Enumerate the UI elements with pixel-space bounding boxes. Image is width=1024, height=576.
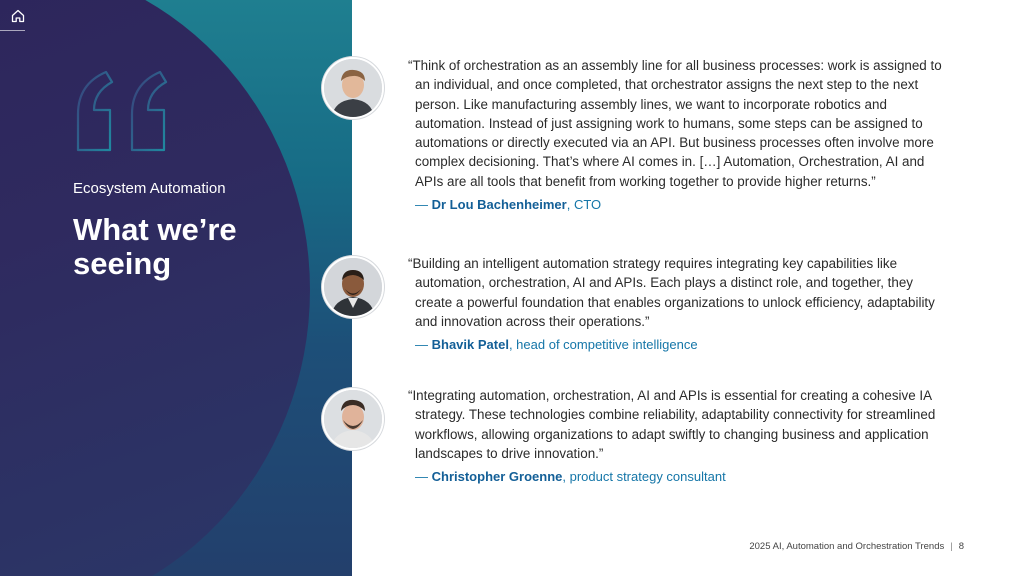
- quote-attribution: — Christopher Groenne, product strategy consultant: [415, 469, 726, 485]
- quote-role: , product strategy consultant: [562, 469, 726, 485]
- quote-author: Bhavik Patel: [431, 337, 509, 353]
- footer: [749, 541, 964, 552]
- section-eyebrow: Ecosystem Automation: [73, 180, 226, 197]
- quotation-mark-icon: [70, 66, 180, 158]
- quote-text: “Building an intelligent automation strategy requires integrating key capabilities like automation, orchestration, AI and APIs. Each plays a distinct role, and together, they create a powerful foundation that enables organizations to unlock efficiency, adaptability and innovation across their operations.”: [408, 256, 935, 329]
- home-icon[interactable]: [10, 8, 26, 24]
- quote-author: Christopher Groenne: [431, 469, 563, 485]
- footer-separator: |: [950, 541, 953, 552]
- avatar-bhavik-patel: [322, 256, 384, 318]
- avatar-christopher-groenne: [322, 388, 384, 450]
- avatar-lou-bachenheimer: [322, 57, 384, 119]
- home-underline: [0, 30, 25, 31]
- quote-text: “Think of orchestration as an assembly line for all business processes: work is assigned to an individual, and once completed, that orchestrator assigns the next step to the next person. Like manufacturing assembly lines, we want to incorporate robotics and automation. Instead of just assigning work to humans, some steps can be assigned to automations or directly executed via an API. But business processes often involve more complex decisioning. That’s where AI comes in. […] Automation, Orchestration, AI and APIs are all tools that benefit from working together to provide higher returns.”: [408, 58, 942, 189]
- page-title: What we’re seeing: [73, 212, 237, 281]
- quote-block: [408, 254, 953, 352]
- page-number: 8: [958, 541, 964, 552]
- quote-role: , CTO: [566, 197, 602, 213]
- quote-block: [408, 386, 953, 484]
- quote-attribution: — Dr Lou Bachenheimer, CTO: [415, 197, 602, 213]
- quote-role: , head of competitive intelligence: [508, 337, 698, 353]
- left-panel: [0, 0, 352, 576]
- quote-author: Dr Lou Bachenheimer: [431, 197, 567, 213]
- footer-doc-title: 2025 AI, Automation and Orchestration Trends: [749, 541, 945, 552]
- quote-text: “Integrating automation, orchestration, AI and APIs is essential for creating a cohesive IA strategy. These technologies combine reliability, adaptability connectivity for streamlined workflows, allowing organizations to adapt swiftly to changing business and application landscapes to drive innovation.”: [408, 388, 936, 461]
- quote-attribution: — Bhavik Patel, head of competitive intelligence: [415, 337, 698, 353]
- quote-block: [408, 56, 953, 212]
